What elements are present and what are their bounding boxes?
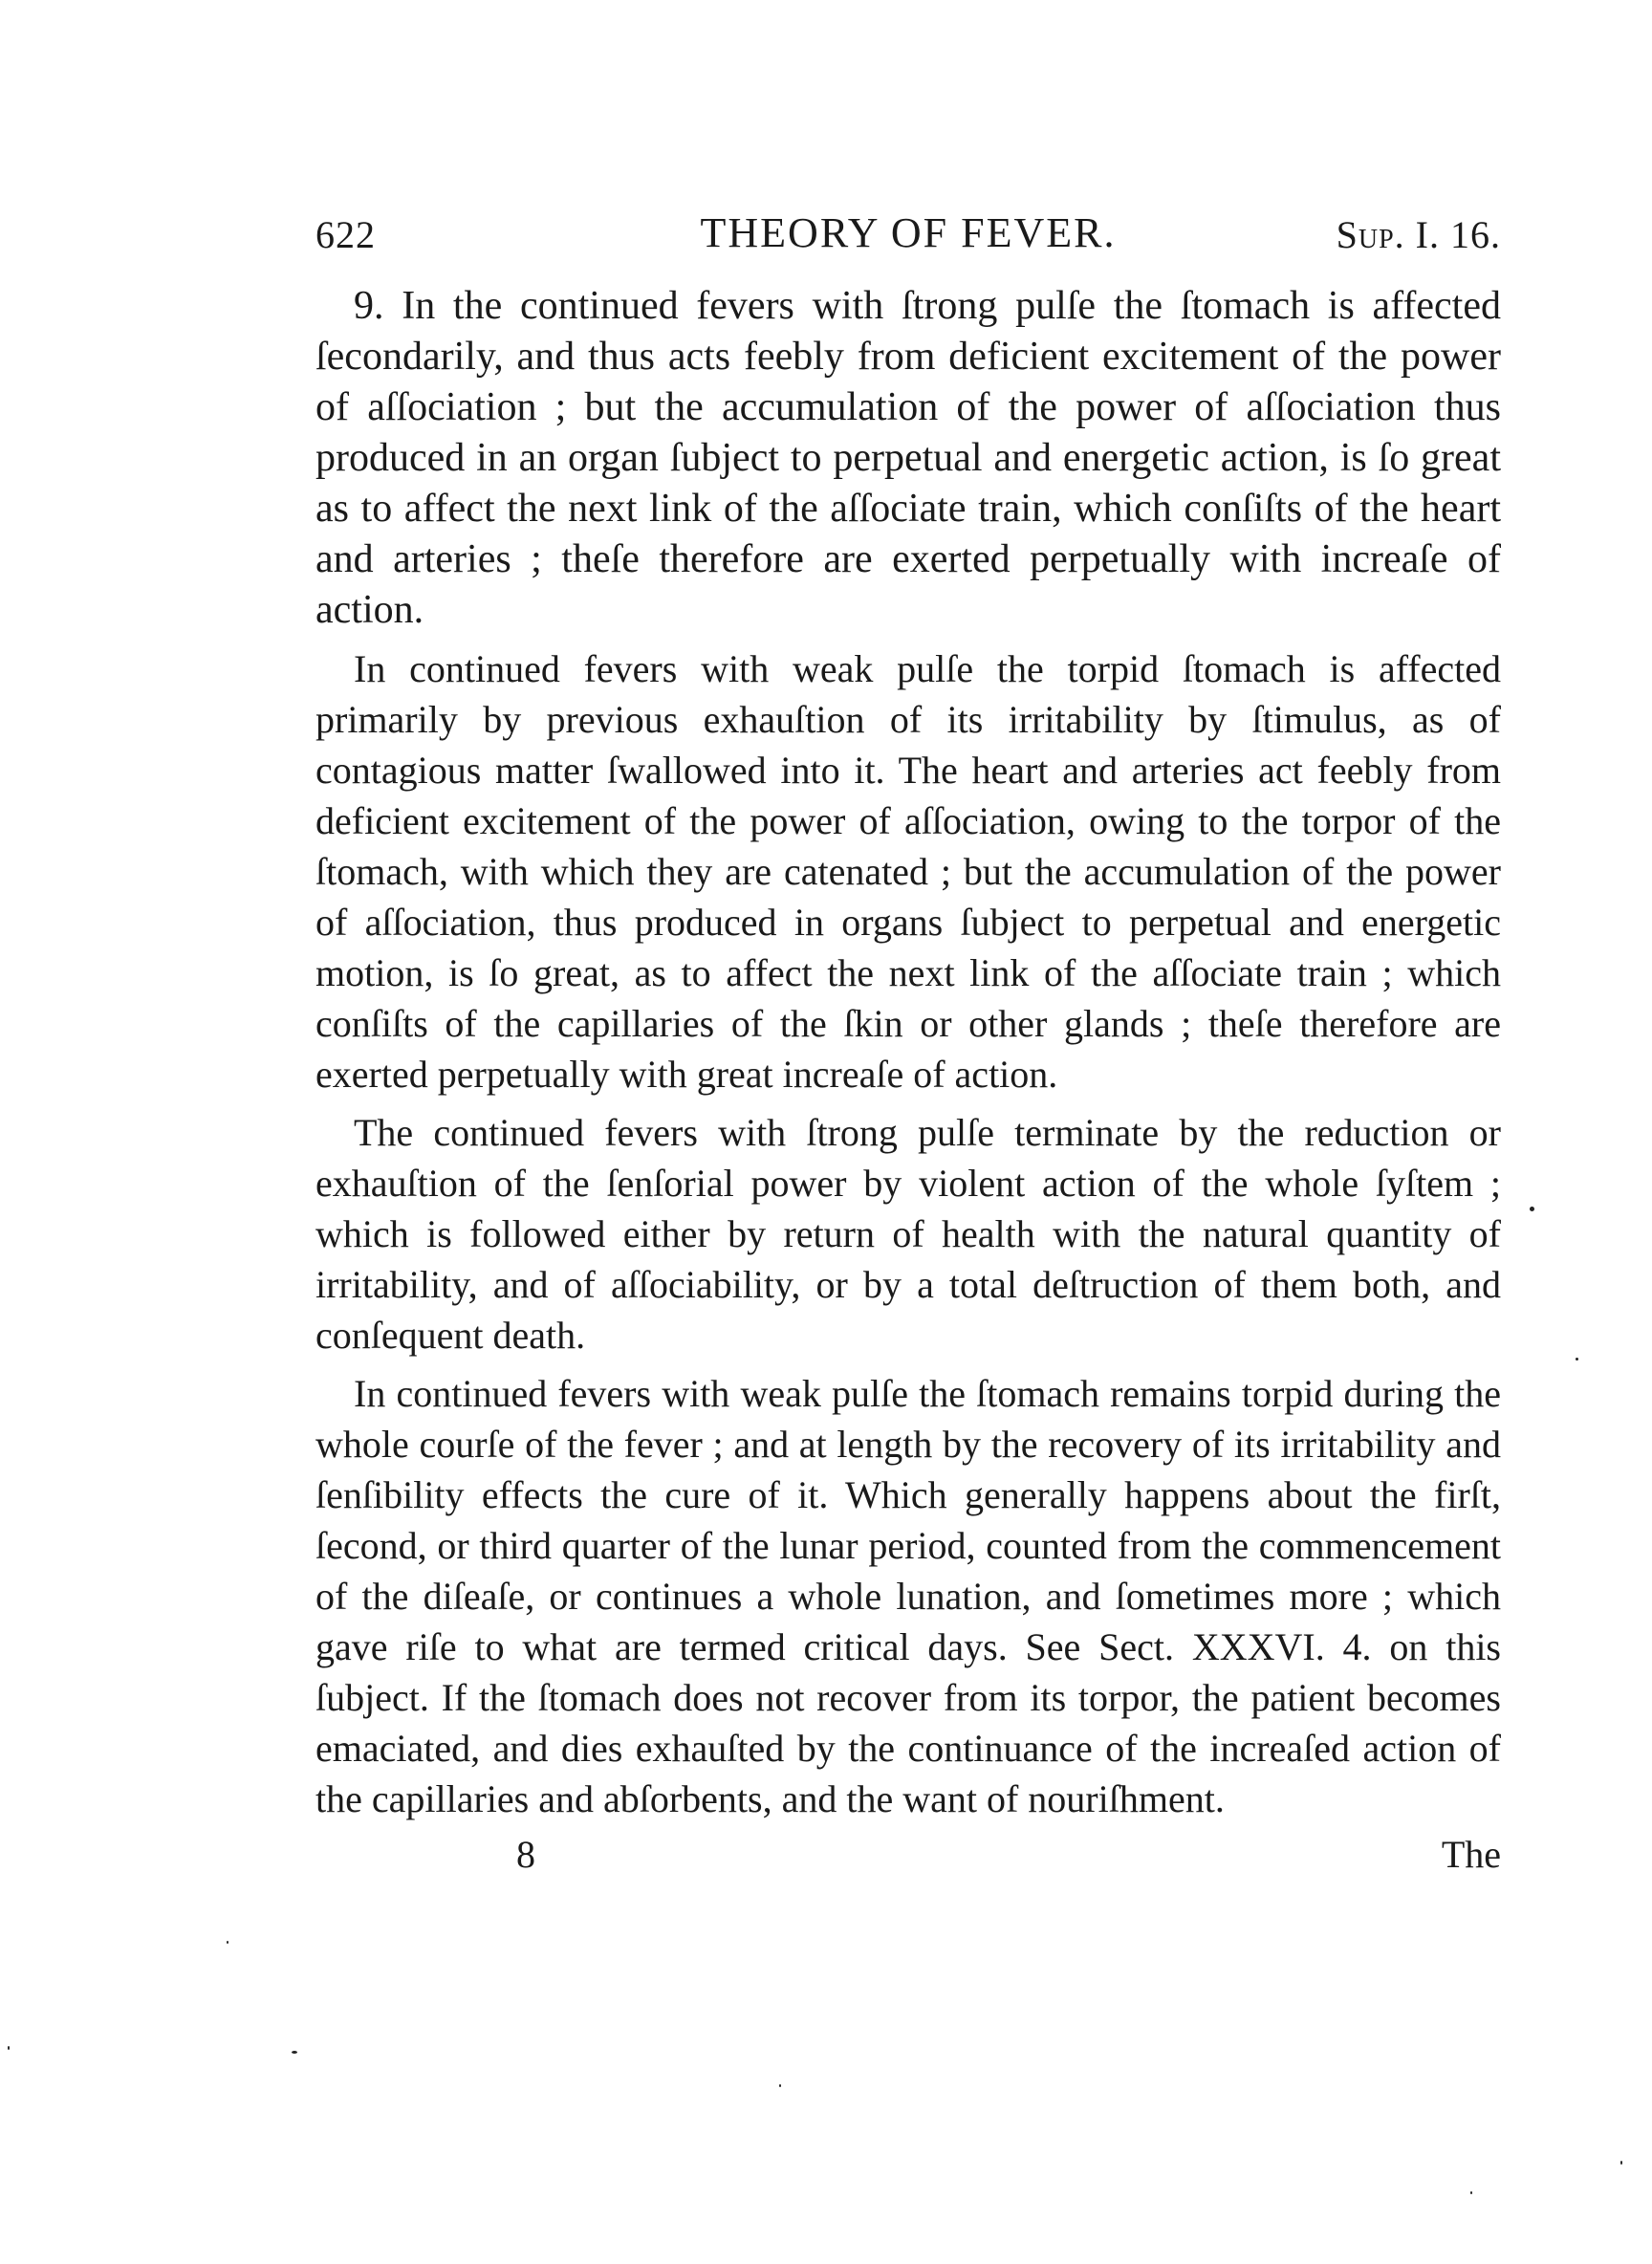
signature-mark: 8: [516, 1833, 535, 1876]
scan-speck: [1576, 1358, 1578, 1361]
scan-speck: [779, 2084, 781, 2087]
scan-speck: [1620, 2161, 1622, 2165]
body-text: [315, 281, 1501, 1824]
paragraph: The continued fevers with ſtrong pulſe terminate by the reduction or exhauſtion of the ſenſorial power by violent action of the whole ſyſtem ; which is followed either by return of health with the natural quantity of irritability, and of aſſociability, or by a total deſtruction of them both, and conſequent death.: [315, 1111, 1501, 1357]
scan-speck: [1470, 2191, 1472, 2194]
section-reference: Sup. I. 16.: [1336, 213, 1501, 256]
scan-speck: [292, 2051, 297, 2054]
catchword: The: [1441, 1833, 1501, 1876]
page-number: 622: [315, 213, 376, 256]
catchline: [315, 1832, 1501, 1889]
paragraph: In continued fevers with weak pulſe the torpid ſtomach is affected primarily by previous exhauſtion of its irritability by ſtimulus, as of contagious matter ſwallowed into it. The heart and arteries act feebly from deficient excitement of the power of aſſociation, owing to the torpor of the ſtomach, with which they are catenated ; but the accumulation of the power of aſſociation, thus produced in organs ſubject to perpetual and energetic motion, is ſo great, as to affect the next link of the aſſociate train ; which conſiſts of the capillaries of the ſkin or other glands ; theſe therefore are exerted perpetually with great increaſe of action.: [315, 647, 1501, 1096]
scan-speck: [1530, 1207, 1534, 1211]
running-title: THEORY OF FEVER.: [700, 209, 1117, 256]
book-page: [315, 201, 1501, 1889]
scan-speck: [8, 2046, 10, 2050]
paragraph: In continued fevers with weak pulſe the ſtomach remains torpid during the whole courſe of the fever ; and at length by the recovery of its irritability and ſenſibility effects the cure of it. Which generally happens about the firſt, ſecond, or third quarter of the lunar period, counted from the commencement of the diſeaſe, or continues a whole lunation, and ſometimes more ; which gave riſe to what are termed critical days. See Sect. XXXVI. 4. on this ſubject. If the ſtomach does not recover from its torpor, the patient becomes emaciated, and dies exhauſted by the continuance of the increaſed action of the capillaries and abſorbents, and the want of nouriſhment.: [315, 1372, 1501, 1820]
paragraph: 9. In the continued fevers with ſtrong pulſe the ſtomach is affected ſecondarily, and thus acts feebly from deficient excitement of the power of aſſociation ; but the accumulation of the power of aſſociation thus produced in an organ ſubject to perpetual and energetic action, is ſo great as to affect the next link of the aſſociate train, which conſiſts of the heart and arteries ; theſe therefore are exerted perpetually with increaſe of action.: [315, 284, 1501, 632]
running-head: [315, 201, 1501, 268]
scan-speck: [227, 1941, 228, 1944]
